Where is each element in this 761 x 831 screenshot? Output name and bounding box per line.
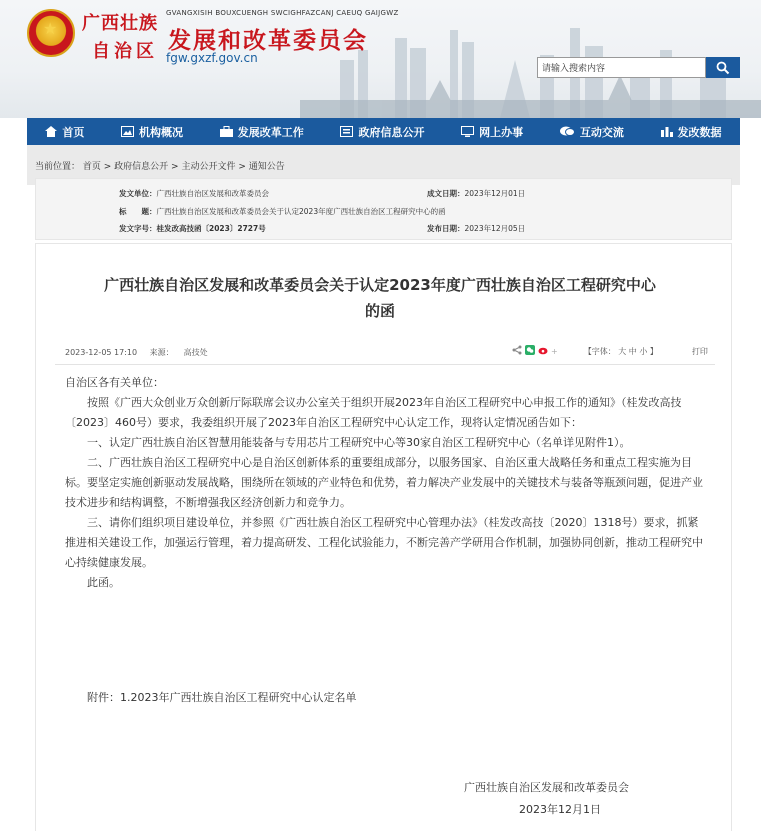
article-title-line2: 的函	[364, 302, 395, 320]
nav-item-data[interactable]	[661, 124, 722, 140]
nav-item-label: 机构概况	[139, 125, 184, 139]
search-icon	[716, 61, 730, 75]
meta-value: 2023年12月05日	[464, 224, 526, 233]
breadcrumb-prefix: 当前位置：	[35, 162, 81, 172]
font-size-large[interactable]: 大	[618, 346, 627, 356]
info-icon	[340, 126, 353, 137]
print-button[interactable]: 打印	[691, 346, 708, 356]
nav-item-home[interactable]	[45, 124, 84, 140]
wechat-icon[interactable]	[525, 345, 535, 357]
article-info	[65, 347, 228, 358]
meta-label: 标 题：	[119, 207, 157, 216]
source-value: 高技处	[183, 348, 208, 357]
bar-chart-icon	[661, 126, 673, 137]
publish-datetime: 2023-12-05 17:10	[65, 348, 138, 357]
meta-label: 发布日期：	[427, 224, 465, 233]
nav-item-about[interactable]	[121, 124, 183, 140]
org-title[interactable]: 发展和改革委员会	[168, 28, 368, 54]
main-nav	[27, 118, 740, 145]
breadcrumb-separator: >	[100, 162, 115, 172]
breadcrumb-separator: >	[168, 162, 182, 172]
region-name	[82, 10, 160, 66]
national-emblem-icon[interactable]: ★	[27, 9, 75, 57]
article-title-line1: 广西壮族自治区发展和改革委员会关于认定2023年度广西壮族自治区工程研究中心	[104, 276, 656, 294]
nav-item-online-service[interactable]	[461, 124, 523, 140]
body-paragraph: 三、请你们组织项目建设单位，并参照《广西壮族自治区工程研究中心管理办法》（桂发改高技〔2020〕1318号）要求，抓紧推进相关建设工作，加强运行管理，着力提高研发、工程化试验能力，不断完善产学研用合作机制，加强协同创新，推动工程研究中心持续健康发展。	[65, 516, 703, 569]
article-title	[60, 272, 700, 324]
breadcrumb-separator: >	[235, 162, 249, 172]
article-body	[65, 373, 705, 593]
region-name-line2: 自治区	[92, 41, 158, 62]
share-icon[interactable]	[512, 345, 522, 357]
article-source	[150, 348, 218, 357]
site-header	[0, 0, 761, 118]
nav-item-label: 互动交流	[579, 125, 624, 139]
meta-doc-number	[119, 223, 266, 234]
monitor-icon	[461, 126, 474, 137]
font-size-label: 【字体：	[583, 346, 616, 356]
image-icon	[121, 126, 134, 137]
nav-item-label: 发改数据	[677, 125, 722, 139]
nav-item-label: 发展改革工作	[237, 125, 304, 139]
home-icon	[45, 126, 57, 137]
salutation: 自治区各有关单位：	[65, 376, 164, 389]
region-name-line1: 广西壮族	[82, 13, 158, 34]
nav-item-label: 网上办事	[479, 125, 524, 139]
site-domain[interactable]: fgw.gxzf.gov.cn	[166, 51, 258, 65]
meta-published-date	[427, 223, 525, 234]
breadcrumb-link[interactable]: 主动公开文件	[181, 162, 236, 172]
meta-value: 广西壮族自治区发展和改革委员会关于认定2023年度广西壮族自治区工程研究中心的函	[156, 207, 446, 216]
article-tools	[512, 345, 708, 357]
body-paragraph: 此函。	[87, 576, 120, 589]
nav-item-interaction[interactable]	[560, 124, 624, 140]
meta-label: 发文字号：	[119, 224, 157, 233]
nav-item-info-disclosure[interactable]	[340, 124, 424, 140]
signature-date: 2023年12月1日	[519, 803, 601, 816]
meta-label: 发文单位：	[119, 189, 157, 198]
divider	[55, 364, 715, 365]
chat-icon	[560, 126, 575, 137]
more-share-icon[interactable]: +	[551, 346, 558, 356]
nav-item-label: 首页	[62, 125, 85, 139]
meta-value: 2023年12月01日	[464, 189, 526, 198]
breadcrumb-link[interactable]: 通知公告	[248, 162, 285, 172]
font-size-bracket: 】	[649, 346, 658, 356]
meta-written-date	[427, 188, 525, 199]
meta-value: 广西壮族自治区发展和改革委员会	[156, 189, 269, 198]
body-paragraph: 二、广西壮族自治区工程研究中心是自治区创新体系的重要组成部分，以服务国家、自治区重大战略任务和重点工程实施为目标。要坚定实施创新驱动发展战略，围绕所在领域的产业特色和优势，着力解决产业发展中的关键技术与装备等瓶颈问题，促进产业技术进步和结构调整，不断增强我区经济创新力和竞争力。	[65, 456, 703, 509]
breadcrumb-link[interactable]: 政府信息公开	[114, 162, 169, 172]
font-size-small[interactable]: 小	[639, 346, 648, 356]
breadcrumb-link[interactable]: 首页	[82, 162, 101, 172]
body-paragraph: 按照《广西大众创业万众创新厅际联席会议办公室关于组织开展2023年自治区工程研究中心申报工作的通知》（桂发改高技〔2023〕460号）要求，我委组织开展了2023年自治区工程研究中心认定工作，现将认定情况函告如下：	[65, 396, 682, 429]
body-paragraph: 一、认定广西壮族自治区智慧用能装备与专用芯片工程研究中心等30家自治区工程研究中心（名单详见附件1）。	[87, 436, 631, 449]
meta-issuer	[119, 188, 269, 199]
nav-item-reform-work[interactable]	[220, 124, 304, 140]
font-size-control	[584, 346, 658, 357]
meta-title	[119, 206, 446, 217]
zhuang-name: GVANGXISIH BOUXCUENGH SWCIGHFAZCANJ CAEUQ GAIJGWZ	[166, 9, 399, 17]
search-bar	[537, 57, 740, 78]
breadcrumb	[35, 159, 285, 172]
meta-label: 成文日期：	[427, 189, 465, 198]
search-input[interactable]	[537, 57, 706, 78]
search-button[interactable]	[706, 57, 740, 78]
briefcase-icon	[220, 126, 233, 137]
signature-org: 广西壮族自治区发展和改革委员会	[464, 781, 629, 794]
meta-value: 桂发改高技函〔2023〕2727号	[156, 224, 266, 233]
weibo-icon[interactable]	[538, 345, 548, 357]
nav-item-label: 政府信息公开	[358, 125, 425, 139]
source-label: 来源：	[149, 348, 174, 357]
font-size-medium[interactable]: 中	[628, 346, 637, 356]
attachment-link[interactable]: 附件：1.2023年广西壮族自治区工程研究中心认定名单	[87, 691, 357, 704]
